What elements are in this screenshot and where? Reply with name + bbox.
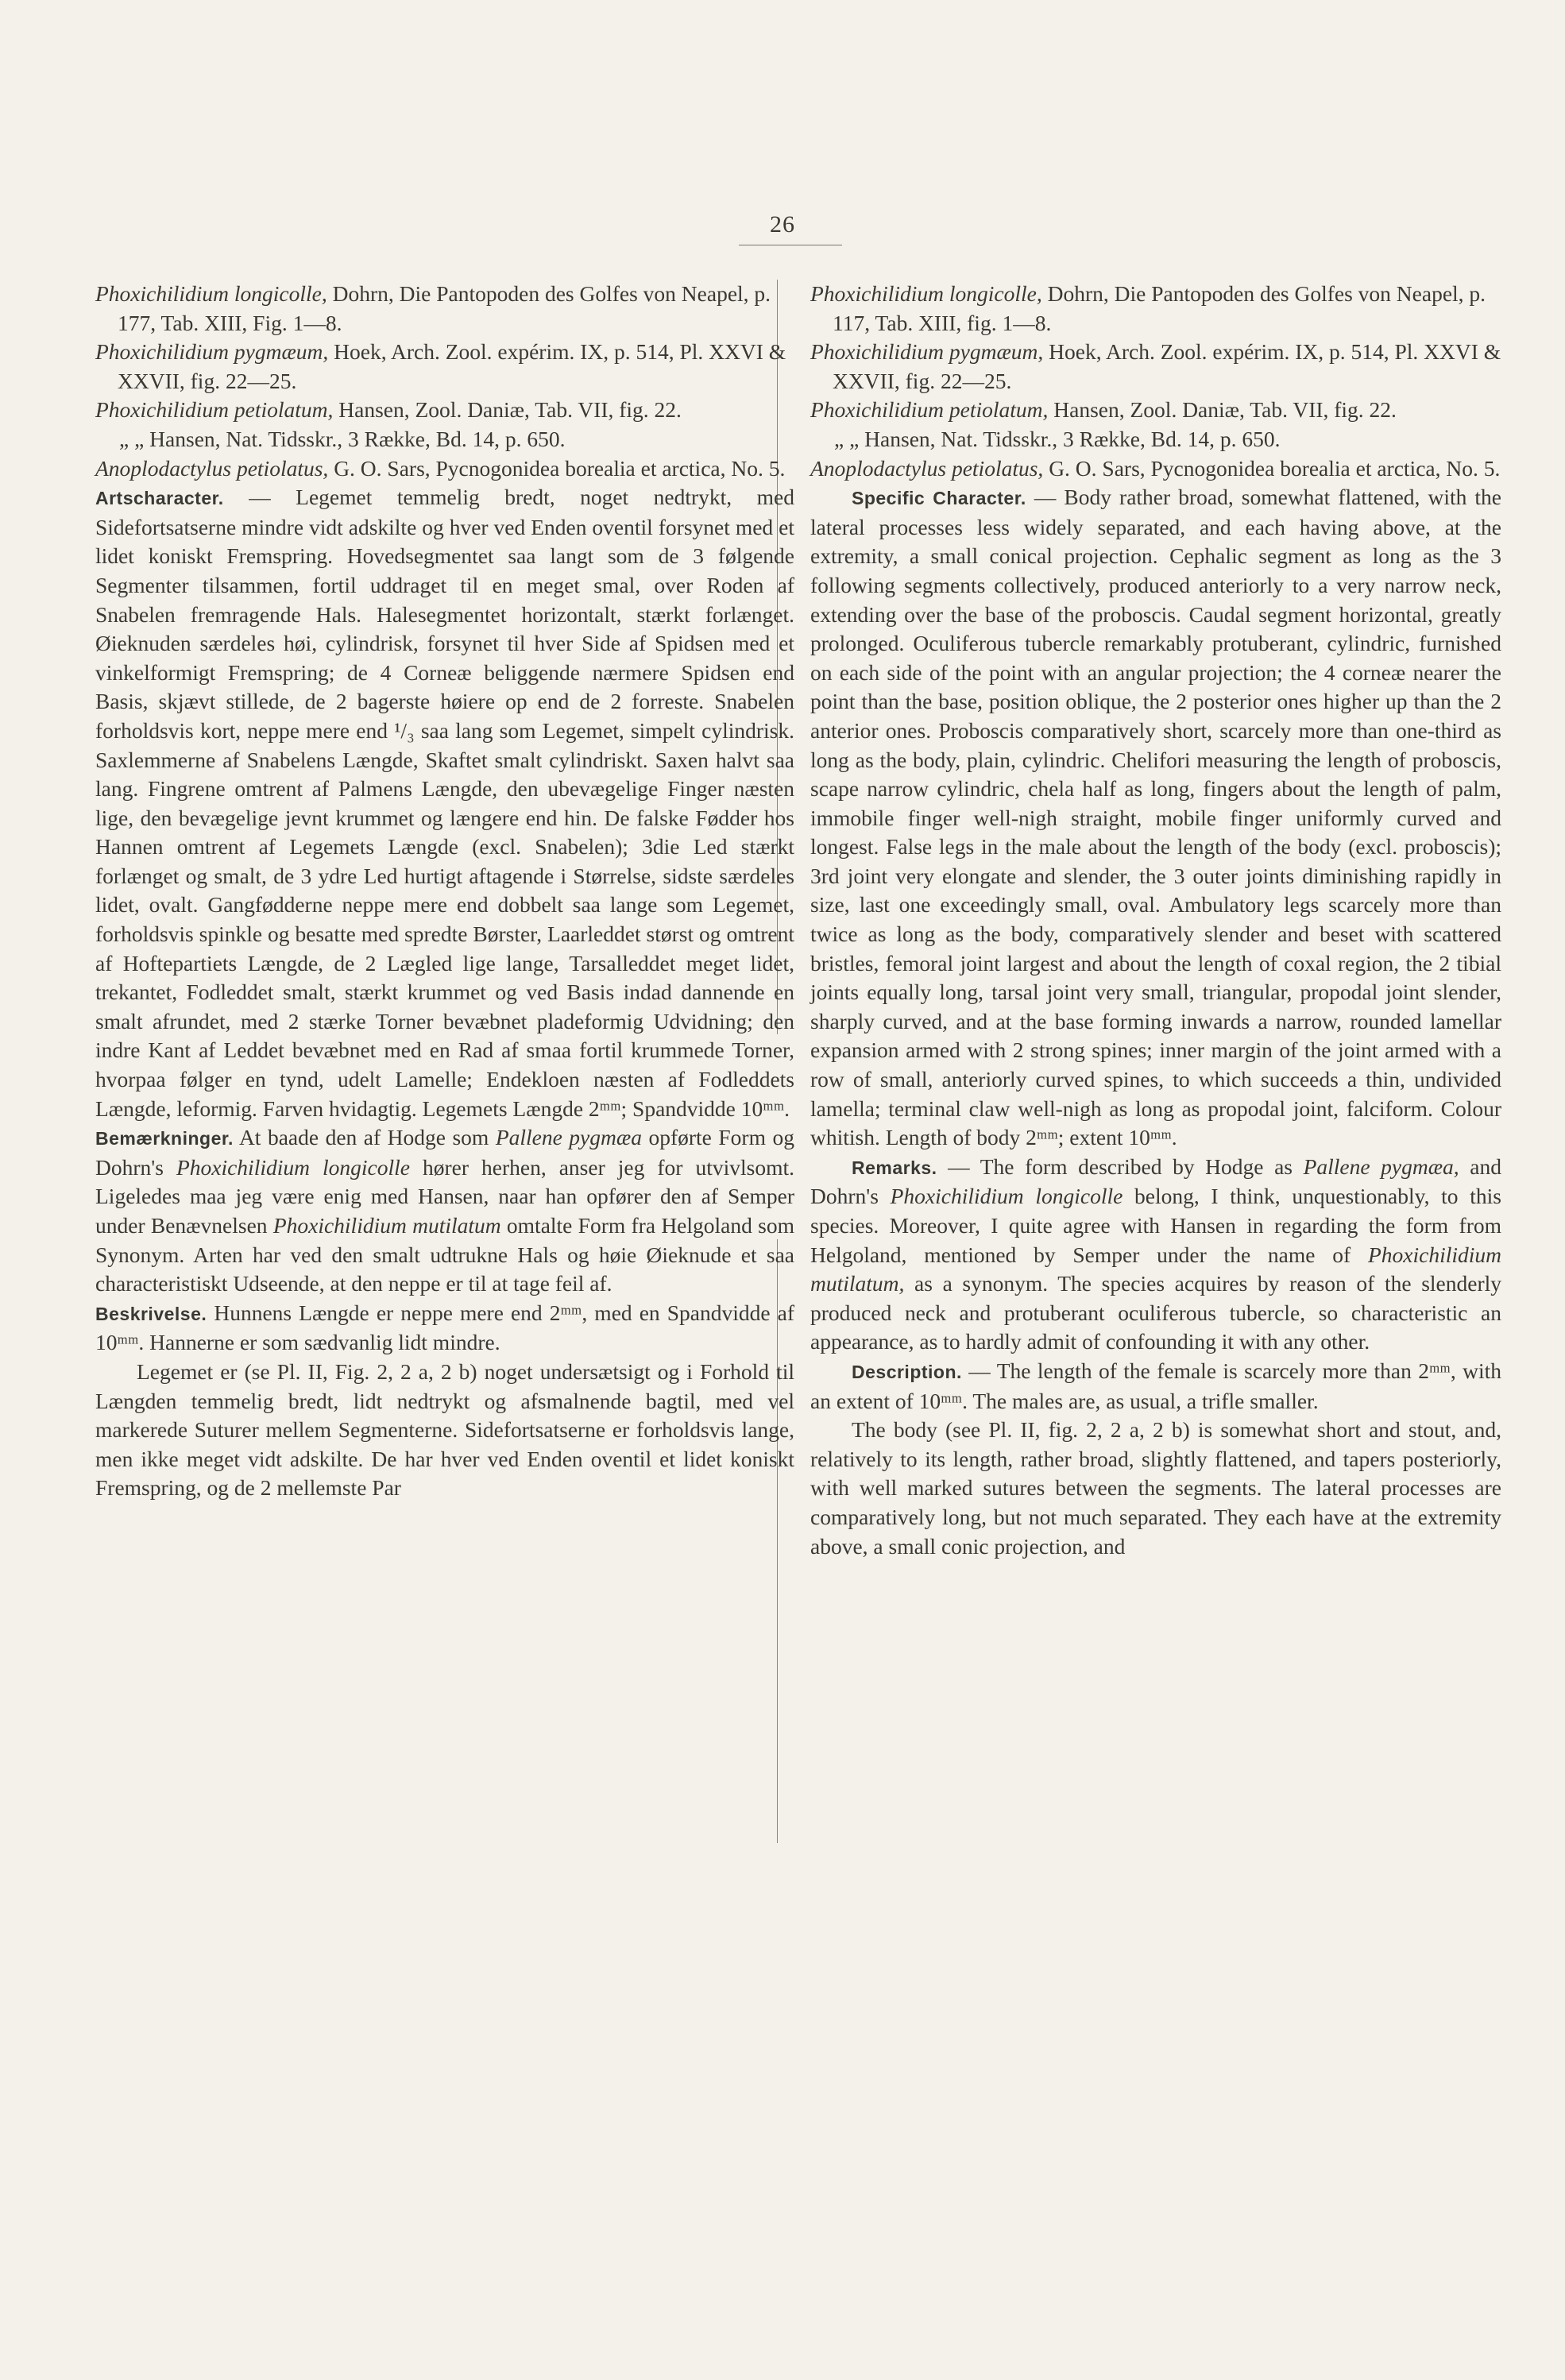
section-heading: Artscharacter. bbox=[95, 488, 224, 509]
paragraph-text: Hunnens Længde er neppe mere end 2ᵐᵐ, med en Spandvidde af 10ᵐᵐ. Hannerne er som sædvanlig lidt mindre. bbox=[95, 1300, 794, 1355]
paragraph-text: — Legemet temmelig bredt, noget nedtrykt, med Sidefortsatserne mindre vidt adskilte og hver ved Enden oventil forsynet med et lidet koniskt Fremspring. Hovedsegmentet saa langt som de 3 følgende Segmenter tilsammen, fortil uddraget til en meget smal, over Roden af Snabelen fremragende Hals. Halesegmentet horizontalt, stærkt forlænget. Øieknuden særdeles høi, cylindrisk, forsynet til hver Side af Spidsen med et vinkelformigt Fremspring; de 4 Corneæ beliggende nærmere Spidsen end Basis, skjævt stillede, de 2 bagerste høiere op end de 2 forreste. Snabelen forholdsvis kort, neppe mere end ¹/₃ saa lang som Legemet, simpelt cylindrisk. Saxlemmerne af Snabelens Længde, Skaftet smalt cylindriskt. Saxen halvt saa lang. Fingrene omtrent af Palmens Længde, den ubevægelige Finger næsten lige, den bevægelige jevnt krummet og længere end hin. De falske Fødder hos Hannen omtrent af Legemets Længde (excl. Snabelen); 3die Led stærkt forlænget og smalt, de 3 ydre Led hurtigt aftagende i Størrelse, sidste særdeles lidet, ovalt. Gangfødderne neppe mere end dobbelt saa lange som Legemet, forholdsvis spinkle og besatte med spredte Børster, Laarleddet størst og omtrent af Hoftepartiets Længde, de 2 Lægled lige lange, Tarsalleddet meget lidet, trekantet, Fodleddet smalt, stærkt krummet og ved Basis indad dannende en smalt afrundet, med 2 stærke Torner bevæbnet pladeformig Udvidning; den indre Kant af Leddet bevæbnet med en Rad af smaa fortil krummede Torner, hvorpaa følger en tynd, udelt Lamelle; Endekloen næsten af Fodleddets Længde, leformig. Farven hvidagtig. Legemets Længde 2ᵐᵐ; Spandvidde 10ᵐᵐ. bbox=[95, 485, 794, 1121]
taxon-name: Phoxichilidium mutilatum bbox=[272, 1213, 501, 1238]
ref-text: Hoek, Arch. Zool. expérim. IX, p. 514, Pl. XXVI & XXVII, fig. 22—25. bbox=[118, 339, 786, 393]
paragraph-text: — Body rather broad, somewhat flattened, with the lateral processes less widely separated, and each having above, at the extremity, a small conical projection. Cephalic segment as long as the 3 following segments collectively, produced anteriorly to a very narrow neck, extending over the base of the proboscis. Caudal segment horizontal, greatly prolonged. Oculiferous tubercle remarkably protuberant, cylindric, furnished on each side of the point with an angular projection; the 4 corneæ nearer the point than the base, position oblique, the 2 posterior ones higher up than the 2 anterior ones. Proboscis comparatively short, scarcely more than one-third as long as the body, plain, cylindric. Chelifori measuring the length of proboscis, scape narrow cylindric, chela half as long, fingers about the length of palm, immobile finger well-nigh straight, mobile finger uniformly curved and longest. False legs in the male about the length of the body (excl. proboscis); 3rd joint very elongate and slender, the 3 outer joints diminishing rapidly in size, last one exceedingly small, oval. Ambulatory legs scarcely more than twice as long as the body, comparatively slender and beset with scattered bristles, femoral joint largest and about the length of coxal region, the 2 tibial joints equally long, tarsal joint very small, triangular, propodal joint slender, sharply curved, and at the base forming inwards a narrow, rounded lamellar expansion armed with 2 strong spines; inner margin of the joint armed with a row of small, anteriorly curved spines, to which succeeds a thin, undivided lamella; terminal claw well-nigh as long as propodal joint, falciform. Colour whitish. Length of body 2ᵐᵐ; extent 10ᵐᵐ. bbox=[810, 485, 1502, 1150]
paragraph-text: At baade den af Hodge som bbox=[233, 1125, 496, 1150]
right-column bbox=[810, 280, 1501, 1561]
section-heading: Description. bbox=[852, 1361, 962, 1382]
synonymy-ref bbox=[95, 425, 794, 454]
taxon-name: Phoxichilidium longicolle, bbox=[95, 281, 327, 306]
section-heading: Bemærkninger. bbox=[95, 1128, 234, 1149]
taxon-name: Phoxichilidium pygmæum, bbox=[810, 339, 1044, 365]
taxon-name: Pallene pygmæa, bbox=[1303, 1153, 1459, 1179]
description-paragraph bbox=[810, 1357, 1501, 1416]
paragraph-text: hører herhen, anser jeg for utvivlsomt. Ligeledes maa jeg være enig med Hansen, naar han opfører den af Semper under Benævnelsen bbox=[95, 1154, 794, 1238]
remarks-paragraph bbox=[810, 1153, 1501, 1357]
paragraph-text: belong, I think, unquestionably, to this species. Moreover, I quite agree with Hansen in regarding the form from Helgoland, mentioned by Semper under the name of bbox=[810, 1184, 1501, 1267]
synonymy-ref bbox=[810, 396, 1501, 425]
synonymy-ref bbox=[95, 338, 794, 396]
ref-text: Hansen, Nat. Tidsskr., 3 Række, Bd. 14, p. 650. bbox=[859, 426, 1281, 451]
paragraph-text: — The form described by Hodge as bbox=[937, 1153, 1304, 1179]
synonymy-list bbox=[95, 280, 794, 483]
paragraph-text: omtalte Form fra Helgoland som Synonym. Arten har ved den smalt udtrukne Hals og høie Øieknude et saa characteristiskt Udseende, at den neppe er til at tage feil af. bbox=[95, 1213, 794, 1296]
beskrivelse-paragraph bbox=[95, 1299, 794, 1358]
ref-text: G. O. Sars, Pycnogonidea borealia et arctica, No. 5. bbox=[328, 455, 786, 481]
taxon-name: Phoxichilidium longicolle, bbox=[810, 281, 1042, 306]
left-column bbox=[95, 280, 794, 1503]
ditto-marks: „ „ bbox=[834, 426, 860, 451]
synonymy-ref bbox=[810, 280, 1501, 338]
taxon-name: Anoplodactylus petiolatus, bbox=[95, 455, 329, 481]
ref-text: G. O. Sars, Pycnogonidea borealia et arctica, No. 5. bbox=[1043, 455, 1501, 481]
synonymy-ref bbox=[95, 454, 794, 484]
section-heading: Beskrivelse. bbox=[95, 1303, 207, 1324]
taxon-name: Anoplodactylus petiolatus, bbox=[810, 455, 1044, 481]
taxon-name: Phoxichilidium petiolatum, bbox=[95, 397, 334, 423]
taxon-name: Phoxichilidium mutilatum, bbox=[810, 1242, 1501, 1296]
taxon-name: Phoxichilidium longicolle bbox=[176, 1154, 410, 1180]
synonymy-list bbox=[810, 280, 1501, 483]
taxon-name: Phoxichilidium longicolle bbox=[890, 1184, 1123, 1209]
synonymy-ref bbox=[810, 338, 1501, 396]
paragraph-text: — The length of the female is scarcely more than 2ᵐᵐ, with an extent of 10ᵐᵐ. The males are, as usual, a trifle smaller. bbox=[810, 1358, 1501, 1413]
taxon-name: Phoxichilidium petiolatum, bbox=[810, 397, 1049, 423]
synonymy-ref bbox=[95, 280, 794, 338]
synonymy-ref bbox=[810, 454, 1501, 484]
body-paragraph: The body (see Pl. II, fig. 2, 2 a, 2 b) is somewhat short and stout, and, relatively to its length, rather broad, slightly flattened, and tapers posteriorly, with well marked sutures between the segments. The lateral processes are comparatively long, but not much separated. They each have at the extremity above, a small conic projection, and bbox=[810, 1417, 1501, 1559]
synonymy-ref bbox=[810, 425, 1501, 454]
paragraph-text: and Dohrn's bbox=[810, 1153, 1501, 1209]
ref-text: Dohrn, Die Pantopoden des Golfes von Neapel, p. 177, Tab. XIII, Fig. 1—8. bbox=[118, 281, 771, 335]
taxon-name: Phoxichilidium pygmæum, bbox=[95, 339, 329, 365]
ref-text: Hansen, Zool. Daniæ, Tab. VII, fig. 22. bbox=[1048, 397, 1397, 423]
ref-text: Dohrn, Die Pantopoden des Golfes von Neapel, p. 117, Tab. XIII, fig. 1—8. bbox=[833, 281, 1486, 335]
section-heading: Specific Character. bbox=[852, 488, 1026, 509]
section-heading: Remarks. bbox=[852, 1157, 937, 1178]
synonymy-ref bbox=[95, 396, 794, 425]
specific-character-paragraph bbox=[810, 483, 1501, 1153]
ref-text: Hoek, Arch. Zool. expérim. IX, p. 514, Pl. XXVI & XXVII, fig. 22—25. bbox=[833, 339, 1501, 393]
paragraph-text: opførte Form og Dohrn's bbox=[95, 1125, 794, 1180]
page-number: 26 bbox=[770, 211, 795, 238]
legemet-paragraph: Legemet er (se Pl. II, Fig. 2, 2 a, 2 b) noget undersætsigt og i Forhold til Længden temmelig bredt, lidt nedtrykt og afsmalnende bagtil, med vel markerede Suturer mellem Segmenterne. Sidefortsatserne er forholdsvis lange, men ikke meget vidt adskilte. De har hver ved Enden oventil et lidet koniskt Fremspring, og de 2 mellemste Par bbox=[95, 1358, 794, 1501]
artscharacter-paragraph bbox=[95, 483, 794, 1123]
taxon-name: Pallene pygmæa bbox=[495, 1125, 642, 1150]
paragraph-text: as a synonym. The species acquires by reason of the slenderly produced neck and protuberant oculiferous tubercle, so characteristic an appearance, as to hardly admit of confounding it with any other. bbox=[810, 1271, 1501, 1354]
ref-text: Hansen, Zool. Daniæ, Tab. VII, fig. 22. bbox=[333, 397, 682, 423]
bemaerkninger-paragraph bbox=[95, 1123, 794, 1299]
ditto-marks: „ „ bbox=[119, 426, 145, 451]
ref-text: Hansen, Nat. Tidsskr., 3 Række, Bd. 14, p. 650. bbox=[144, 426, 566, 451]
